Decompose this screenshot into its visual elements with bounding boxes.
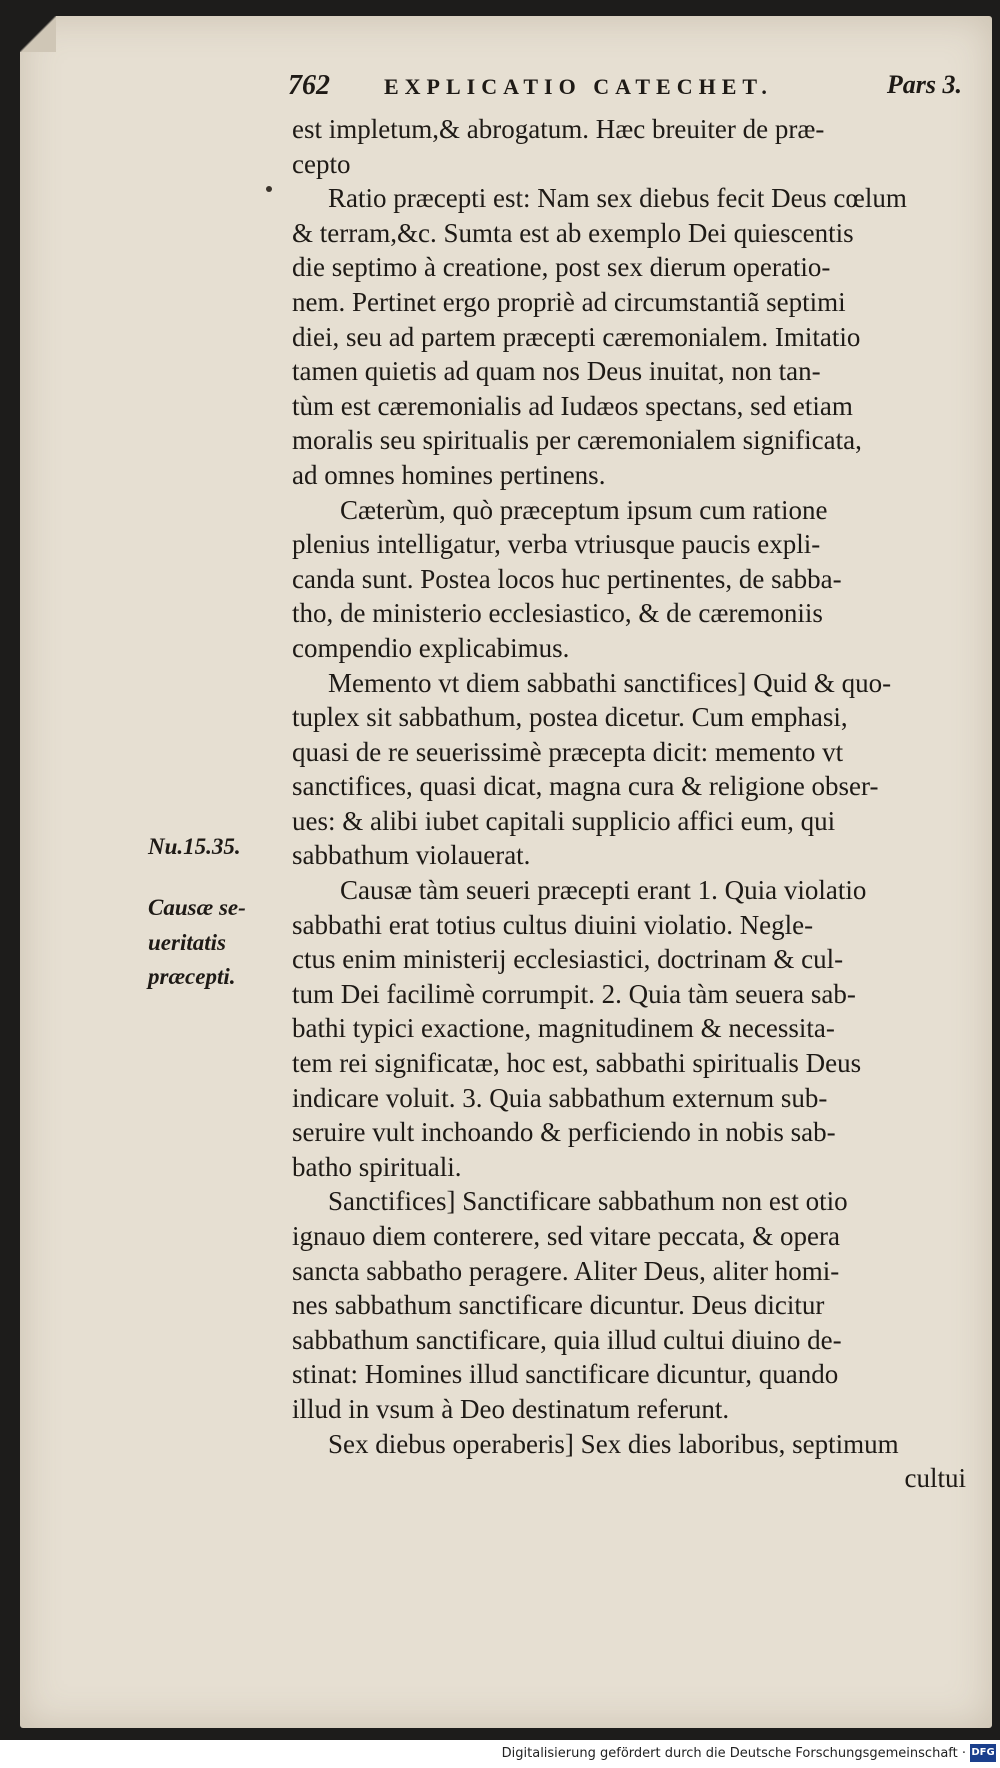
text-line: ues: & alibi iubet capitali supplicio affici eum, qui (292, 805, 836, 836)
text-line: tem rei significatæ, hoc est, sabbathi spiritualis Deus (292, 1048, 862, 1079)
running-head (288, 70, 968, 110)
text-line: sabbathi erat totius cultus diuini violatio. Negle- (292, 909, 814, 940)
text-line: & terram,&c. Sumta est ab exemplo Dei quiescentis (292, 217, 854, 248)
text-line: quasi de re seuerissimè præcepta dicit: memento vt (292, 736, 844, 767)
text-line: sanctifices, quasi dicat, magna cura & religione obser- (292, 771, 879, 802)
catchword: cultui (904, 1463, 966, 1494)
footer-bar (0, 1740, 1000, 1768)
margin-note-line: ueritatis (148, 929, 226, 955)
body-text (292, 112, 966, 1496)
text-line: die septimo à creatione, post sex dierum operatio- (292, 252, 831, 283)
text-line: tho, de ministerio ecclesiastico, & de cæremoniis (292, 598, 823, 629)
text-line: est impletum,& abrogatum. Hæc breuiter de præ- (292, 114, 825, 144)
text-line: tuplex sit sabbathum, postea dicetur. Cum emphasi, (292, 702, 848, 733)
running-title: EXPLICATIO CATECHET. (384, 74, 773, 99)
text-line: sabbathum sanctificare, quia illud cultui diuino de- (292, 1324, 842, 1355)
text-line: canda sunt. Postea locos huc pertinentes, de sabba- (292, 563, 842, 594)
text-line: sancta sabbatho peragere. Aliter Deus, aliter homi- (292, 1255, 840, 1286)
text-line: plenius intelligatur, verba vtriusque paucis expli- (292, 529, 821, 560)
text-line: Causæ tàm seueri præcepti erant 1. Quia violatio (340, 875, 867, 906)
part-label: Pars 3. (886, 70, 962, 99)
text-line: Cæterùm, quò præceptum ipsum cum ratione (340, 494, 828, 525)
text-line: cepto (292, 148, 351, 179)
funding-credit: Digitalisierung gefördert durch die Deutsche Forschungsgemeinschaft · (501, 1746, 966, 1761)
text-line: tum Dei facilimè corrumpit. 2. Quia tàm seuera sab- (292, 978, 856, 1009)
text-line: Sanctifices] Sanctificare sabbathum non est otio (328, 1186, 848, 1217)
text-line: ad omnes homines pertinens. (292, 459, 606, 490)
text-line: Sex diebus operaberis] Sex dies laboribus, septimum (328, 1428, 899, 1459)
text-line: moralis seu spiritualis per cæremonialem significata, (292, 425, 862, 456)
text-line: bathi typici exactione, magnitudinem & necessita- (292, 1013, 835, 1044)
text-line: ignauo diem conterere, sed vitare peccata, & opera (292, 1221, 840, 1251)
ink-dot (266, 186, 272, 192)
text-line: batho spirituali. (292, 1151, 462, 1182)
text-line: illud in vsum à Deo destinatum referunt. (292, 1393, 730, 1424)
page-number: 762 (288, 70, 330, 101)
text-line: tamen quietis ad quam nos Deus inuitat, non tan- (292, 356, 821, 387)
text-line: Memento vt diem sabbathi sanctifices] Quid & quo- (328, 667, 892, 698)
text-line: Ratio præcepti est: Nam sex diebus fecit Deus cœlum (328, 183, 907, 214)
margin-note-line: Causæ se- (148, 895, 246, 920)
margin-note-line: præcepti. (148, 964, 236, 990)
text-line: stinat: Homines illud sanctificare dicuntur, quando (292, 1359, 839, 1390)
margin-note-causes (148, 891, 278, 995)
dog-ear-corner (20, 16, 56, 52)
text-line: nes sabbathum sanctificare dicuntur. Deus dicitur (292, 1290, 825, 1321)
text-line: seruire vult inchoando & perficiendo in nobis sab- (292, 1117, 836, 1148)
text-line: tùm est cæremonialis ad Iudæos spectans, sed etiam (292, 390, 853, 421)
text-line: sabbathum violauerat. (292, 840, 531, 871)
text-line: ctus enim ministerij ecclesiastici, doctrinam & cul- (292, 944, 844, 975)
margin-note-reference: Nu.15.35. (148, 834, 241, 859)
text-line: compendio explicabimus. (292, 632, 570, 663)
text-line: diei, seu ad partem præcepti cæremonialem. Imitatio (292, 321, 861, 352)
text-line: nem. Pertinet ergo propriè ad circumstantiã septimi (292, 286, 846, 317)
text-line: indicare voluit. 3. Quia sabbathum externum sub- (292, 1082, 828, 1113)
dfg-logo: DFG (970, 1744, 996, 1762)
